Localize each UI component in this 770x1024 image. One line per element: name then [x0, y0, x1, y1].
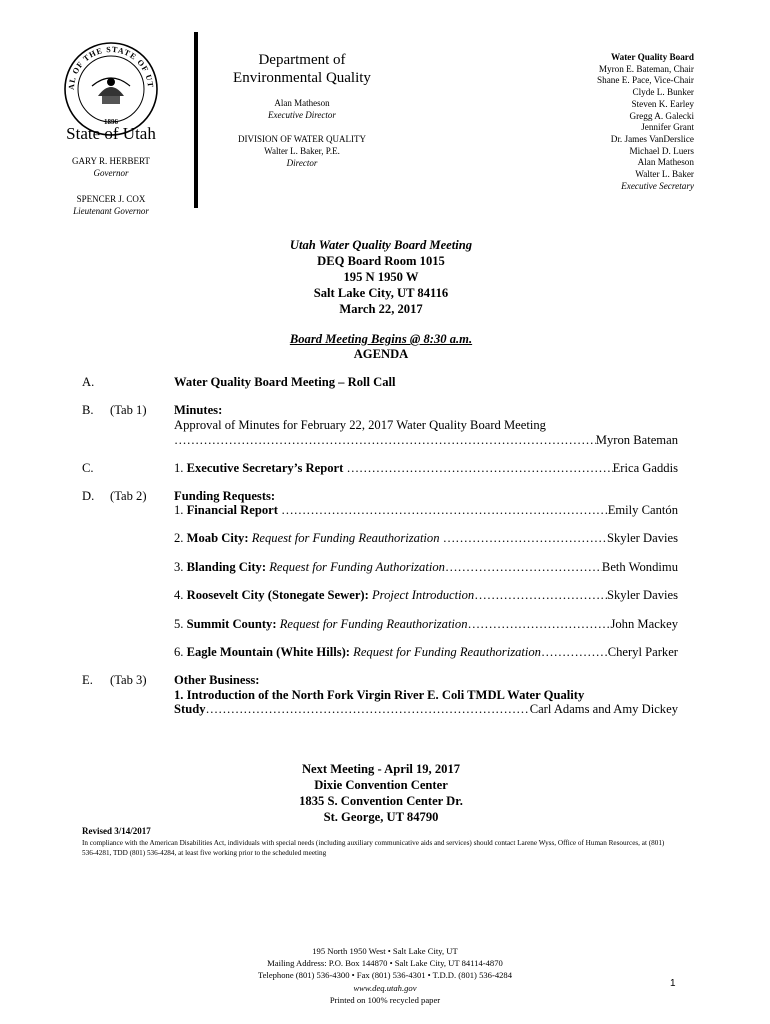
leader-dots [206, 702, 530, 717]
presenter-name: Skyler Davies [607, 531, 678, 545]
presenter-name: Myron Bateman [595, 433, 678, 447]
meeting-date: March 22, 2017 [339, 302, 423, 316]
executive-director-title: Executive Director [268, 110, 336, 120]
item-number: 5. [174, 617, 184, 631]
footer-mailing: Mailing Address: P.O. Box 144870 • Salt Lake City, UT 84114-4870 [267, 958, 503, 968]
meeting-city: Salt Lake City, UT 84116 [313, 286, 449, 300]
governor-title: Governor [93, 168, 129, 178]
board-heading: Water Quality Board [610, 52, 694, 62]
division-name: DIVISION OF WATER QUALITY [237, 134, 367, 144]
agenda-b-tab: (Tab 1) [110, 403, 147, 417]
board-member: Shane E. Pace, Vice-Chair [597, 75, 694, 86]
department-name-line2: Environmental Quality [233, 70, 371, 86]
item-title: Executive Secretary’s Report [186, 461, 344, 475]
presenter-name: Skyler Davies [607, 588, 678, 602]
seal-text: AL OF THE STATE OF UT [66, 44, 156, 91]
agenda-e-presenter-line [174, 702, 678, 717]
board-member: Gregg A. Galecki [629, 110, 694, 121]
agenda-a-title: Water Quality Board Meeting – Roll Call [174, 375, 396, 389]
funding-item [174, 560, 678, 575]
state-name: State of Utah [66, 124, 156, 143]
leader-dots [346, 461, 612, 476]
department-name-line1: Department of [258, 52, 346, 68]
item-title: Blanding City: [186, 560, 267, 574]
seal-year: 1896 [104, 118, 118, 126]
presenter-name: Erica Gaddis [612, 461, 678, 475]
agenda-d-tab: (Tab 2) [110, 489, 147, 503]
board-member: Michael D. Luers [629, 145, 694, 156]
item-title-continued: Study [174, 702, 206, 716]
executive-director-name: Alan Matheson [274, 98, 330, 108]
agenda-b-presenter-line [174, 433, 678, 448]
agenda-e-tab: (Tab 3) [110, 673, 147, 687]
leader-dots [443, 531, 607, 546]
item-description: Request for Funding Reauthorization [251, 531, 440, 545]
footer-phones: Telephone (801) 536-4300 • Fax (801) 536-4301 • T.D.D. (801) 536-4284 [257, 970, 513, 980]
item-description: Project Introduction [371, 588, 475, 602]
agenda-b-description: Approval of Minutes for February 22, 2017 Water Quality Board Meeting [174, 418, 546, 432]
board-member: Steven K. Earley [631, 98, 694, 109]
director-name: Walter L. Baker, P.E. [264, 146, 340, 156]
meeting-street: 195 N 1950 W [343, 270, 419, 284]
agenda-e-item: 1. Introduction of the North Fork Virgin River E. Coli TMDL Water Quality [174, 688, 585, 702]
leader-dots [468, 617, 611, 632]
meeting-begins: Board Meeting Begins @ 8:30 a.m. [289, 332, 473, 346]
leader-dots [541, 645, 608, 660]
director-title: Director [286, 158, 318, 168]
lt-governor-title: Lieutenant Governor [73, 206, 149, 216]
agenda-c-item [174, 461, 678, 476]
item-number: 2. [174, 531, 184, 545]
board-member: Jennifer Grant [641, 122, 694, 133]
funding-item [174, 645, 678, 660]
item-number: 3. [174, 560, 184, 574]
presenter-name: Emily Cantón [607, 503, 678, 517]
next-meeting-city: St. George, UT 84790 [323, 810, 439, 824]
board-member: Clyde L. Bunker [632, 87, 694, 98]
leader-dots [474, 588, 607, 603]
presenter-name: John Mackey [610, 617, 678, 631]
governor-name: GARY R. HERBERT [72, 156, 150, 166]
leader-dots [281, 503, 608, 518]
agenda-b-title: Minutes: [174, 403, 223, 417]
agenda-letter-b: B. [82, 403, 94, 417]
agenda-letter-e: E. [82, 673, 93, 687]
item-title: Summit County: [186, 617, 277, 631]
item-title: Eagle Mountain (White Hills): [186, 645, 350, 659]
page-number: 1 [670, 978, 676, 989]
ada-notice: In compliance with the American Disabilities Act, individuals with special needs (including auxiliary communicative aids and services) should contact Larene Wyss, Office of Human Resources, at (801) 536-4281, TDD (801) 536-4284, at least five working prior to the scheduled meeting [82, 839, 665, 857]
leader-dots [445, 560, 602, 575]
agenda-letter-c: C. [82, 461, 94, 475]
funding-item [174, 531, 678, 546]
letterhead-divider [194, 32, 198, 208]
presenter-name: Cheryl Parker [607, 645, 678, 659]
footer-recycled: Printed on 100% recycled paper [329, 995, 441, 1005]
revision-date: Revised 3/14/2017 [82, 826, 151, 836]
agenda-d-title: Funding Requests: [174, 489, 276, 503]
item-title: Moab City: [186, 531, 249, 545]
item-title: Roosevelt City (Stonegate Sewer): [186, 588, 369, 602]
presenter-name: Carl Adams and Amy Dickey [529, 702, 678, 716]
meeting-title: Utah Water Quality Board Meeting [289, 238, 473, 252]
board-secretary-title: Executive Secretary [621, 180, 694, 191]
next-meeting-venue: Dixie Convention Center [314, 778, 448, 792]
agenda-letter-a: A. [82, 375, 95, 389]
board-member: Dr. James VanDerslice [610, 133, 694, 144]
funding-item [174, 617, 678, 632]
meeting-room: DEQ Board Room 1015 [317, 254, 445, 268]
agenda-heading: AGENDA [353, 347, 409, 361]
next-meeting-date: Next Meeting - April 19, 2017 [301, 762, 461, 776]
funding-item [174, 588, 678, 603]
item-title: Financial Report [186, 503, 278, 517]
leader-dots [174, 433, 596, 448]
item-number: 4. [174, 588, 184, 602]
board-member: Walter L. Baker [635, 169, 694, 180]
next-meeting-street: 1835 S. Convention Center Dr. [299, 794, 463, 808]
item-number: 6. [174, 645, 184, 659]
item-number: 1. [174, 503, 184, 517]
funding-item [174, 503, 678, 518]
item-description: Request for Funding Reauthorization [279, 617, 468, 631]
item-description: Request for Funding Reauthorization [353, 645, 541, 659]
presenter-name: Beth Wondimu [601, 560, 678, 574]
board-members-list [494, 52, 694, 192]
agenda-letter-d: D. [82, 489, 95, 503]
board-member: Alan Matheson [637, 157, 694, 168]
footer-website: www.deq.utah.gov [353, 983, 417, 993]
board-member: Myron E. Bateman, Chair [598, 63, 694, 74]
footer-address: 195 North 1950 West • Salt Lake City, UT [312, 946, 458, 956]
item-number: 1. [174, 461, 184, 475]
item-description: Request for Funding Authorization [269, 560, 445, 574]
lt-governor-name: SPENCER J. COX [76, 194, 146, 204]
agenda-e-title: Other Business: [174, 673, 260, 687]
